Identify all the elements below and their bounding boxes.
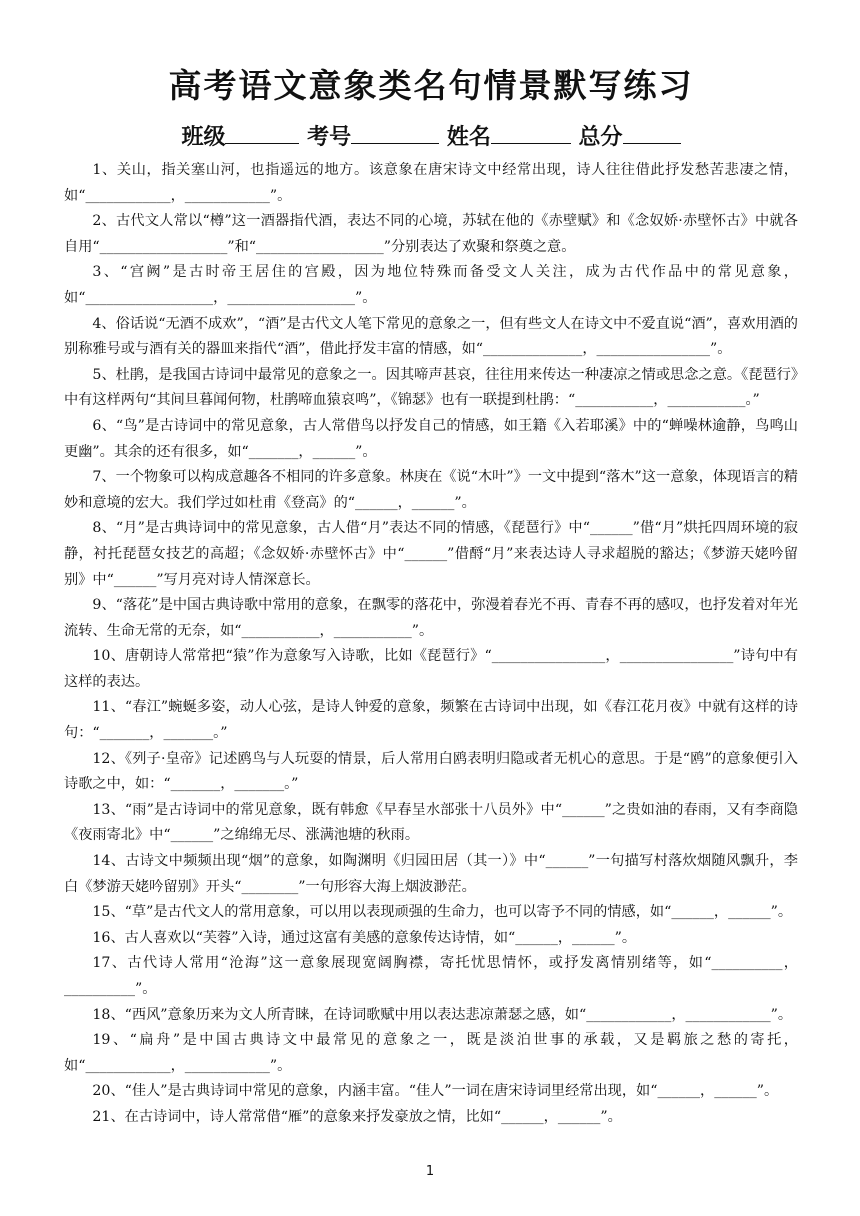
question-item: 11、“春江”蜿蜒多姿，动人心弦，是诗人钟爱的意象，频繁在古诗词中出现，如《春江花月夜》中就有这样的诗句：“_______，_______。” bbox=[64, 699, 798, 742]
question-item: 10、唐朝诗人常常把“猿”作为意象写入诗歌，比如《琵琶行》“________________，________________”诗句中有这样的表达。 bbox=[64, 648, 798, 690]
question-item: 8、“月”是古典诗词中的常见意象，古人借“月”表达不同的情感，《琵琶行》中“______”借“月”烘托四周环境的寂静，衬托琵琶女技艺的高超；《念奴娇·赤壁怀古》中“______”借酹“月”来表达诗人寻求超脱的豁达；《梦游天姥吟留别》中“______”写月亮对诗人情深意长。 bbox=[64, 520, 798, 588]
question-item: 21、在古诗词中，诗人常常借“雁”的意象来抒发豪放之情，比如“______，______”。 bbox=[92, 1108, 622, 1125]
question-item: 6、“鸟”是古诗词中的常见意象，古人常借鸟以抒发自己的情感，如王籍《入若耶溪》中的“蝉噪林逾静，鸟鸣山更幽”。其余的还有很多，如“_______，______”。 bbox=[64, 417, 798, 460]
worksheet-page bbox=[64, 58, 798, 1131]
question-item: 2、古代文人常以“樽”这一酒器指代酒，表达不同的心境，苏轼在他的《赤壁赋》和《念奴娇·赤壁怀古》中就各自用“__________________”和“__________________”分别表达了欢聚和祭奠之意。 bbox=[64, 213, 798, 255]
page-number: 1 bbox=[425, 1164, 435, 1179]
question-list bbox=[64, 158, 798, 1131]
question-item: 19、“扁舟”是中国古典诗文中最常见的意象之一，既是淡泊世事的承载，又是羁旅之愁的寄托，如“____________，____________”。 bbox=[64, 1032, 798, 1074]
class-label: 班级 bbox=[181, 125, 226, 150]
name-label: 姓名 bbox=[446, 125, 491, 150]
question-item: 18、“西风”意象历来为文人所青睐，在诗词歌赋中用以表达悲凉萧瑟之感，如“____________，____________”。 bbox=[92, 1006, 793, 1023]
question-item: 14、古诗文中频频出现“烟”的意象，如陶渊明《归园田居（其一）》中“______”一句描写村落炊烟随风飘升，李白《梦游天姥吟留别》开头“________”一句形容大海上烟波渺茫。 bbox=[64, 853, 798, 895]
question-item: 5、杜鹃，是我国古诗词中最常见的意象之一。因其啼声甚哀，往往用来传达一种凄凉之情或思念之意。《琵琶行》中有这样两句“其间旦暮闻何物，杜鹃啼血猿哀鸣”，《锦瑟》也有一联提到杜鹃：“___________，___________。” bbox=[64, 366, 798, 409]
question-item: 15、“草”是古代文人的常用意象，可以用以表现顽强的生命力，也可以寄予不同的情感，如“______，______”。 bbox=[92, 904, 793, 921]
page-title: 高考语文意象类名句情景默写练习 bbox=[168, 66, 694, 105]
question-item: 17、古代诗人常用“沧海”这一意象展现宽阔胸襟，寄托忧思情怀，或抒发离情别绪等，如“__________，__________”。 bbox=[64, 955, 798, 997]
question-item: 13、“雨”是古诗词中的常见意象，既有韩愈《早春呈水部张十八员外》中“______”之贵如油的春雨，又有李商隐《夜雨寄北》中“______”之绵绵无尽、涨满池塘的秋雨。 bbox=[64, 801, 798, 844]
question-item: 7、一个物象可以构成意趣各不相同的许多意象。林庚在《说“木叶”》一文中提到“落木”这一意象，体现语言的精妙和意境的宏大。我们学过如杜甫《登高》的“______，______”。 bbox=[64, 469, 798, 511]
question-item: 4、俗话说“无酒不成欢”，“酒”是古代文人笔下常见的意象之一，但有些文人在诗文中不爱直说“酒”，喜欢用酒的别称雅号或与酒有关的器皿来指代“酒”，借此抒发丰富的情感，如“______________，________________”。 bbox=[64, 315, 798, 358]
class-blank[interactable] bbox=[225, 121, 299, 144]
exam-number-label: 考号 bbox=[307, 125, 352, 150]
question-item: 9、“落花”是中国古典诗歌中常用的意象，在飘零的落花中，弥漫着春光不再、青春不再的感叹，也抒发着对年光流转、生命无常的无奈，如“___________，___________”。 bbox=[64, 597, 798, 639]
score-blank[interactable] bbox=[623, 121, 681, 144]
exam-number-blank[interactable] bbox=[351, 121, 439, 144]
question-item: 3、“宫阙”是古时帝王居住的宫殿，因为地位特殊而备受文人关注，成为古代作品中的常见意象，如“__________________，__________________”。 bbox=[64, 264, 798, 306]
name-blank[interactable] bbox=[491, 121, 571, 144]
student-info-row bbox=[64, 120, 798, 156]
question-item: 1、关山，指关塞山河，也指遥远的地方。该意象在唐宋诗文中经常出现，诗人往往借此抒发愁苦悲凄之情，如“____________，____________”。 bbox=[64, 162, 798, 204]
question-item: 16、古人喜欢以“芙蓉”入诗，通过这富有美感的意象传达诗情，如“______，______”。 bbox=[92, 929, 637, 946]
question-item: 12、《列子·皇帝》记述鸥鸟与人玩耍的情景，后人常用白鸥表明归隐或者无机心的意思。于是“鸥”的意象便引入诗歌之中，如：“_______，_______。” bbox=[64, 750, 798, 793]
question-item: 20、“佳人”是古典诗词中常见的意象，内涵丰富。“佳人”一词在唐宋诗词里经常出现，如“______，______”。 bbox=[92, 1083, 779, 1100]
score-label: 总分 bbox=[578, 125, 623, 150]
